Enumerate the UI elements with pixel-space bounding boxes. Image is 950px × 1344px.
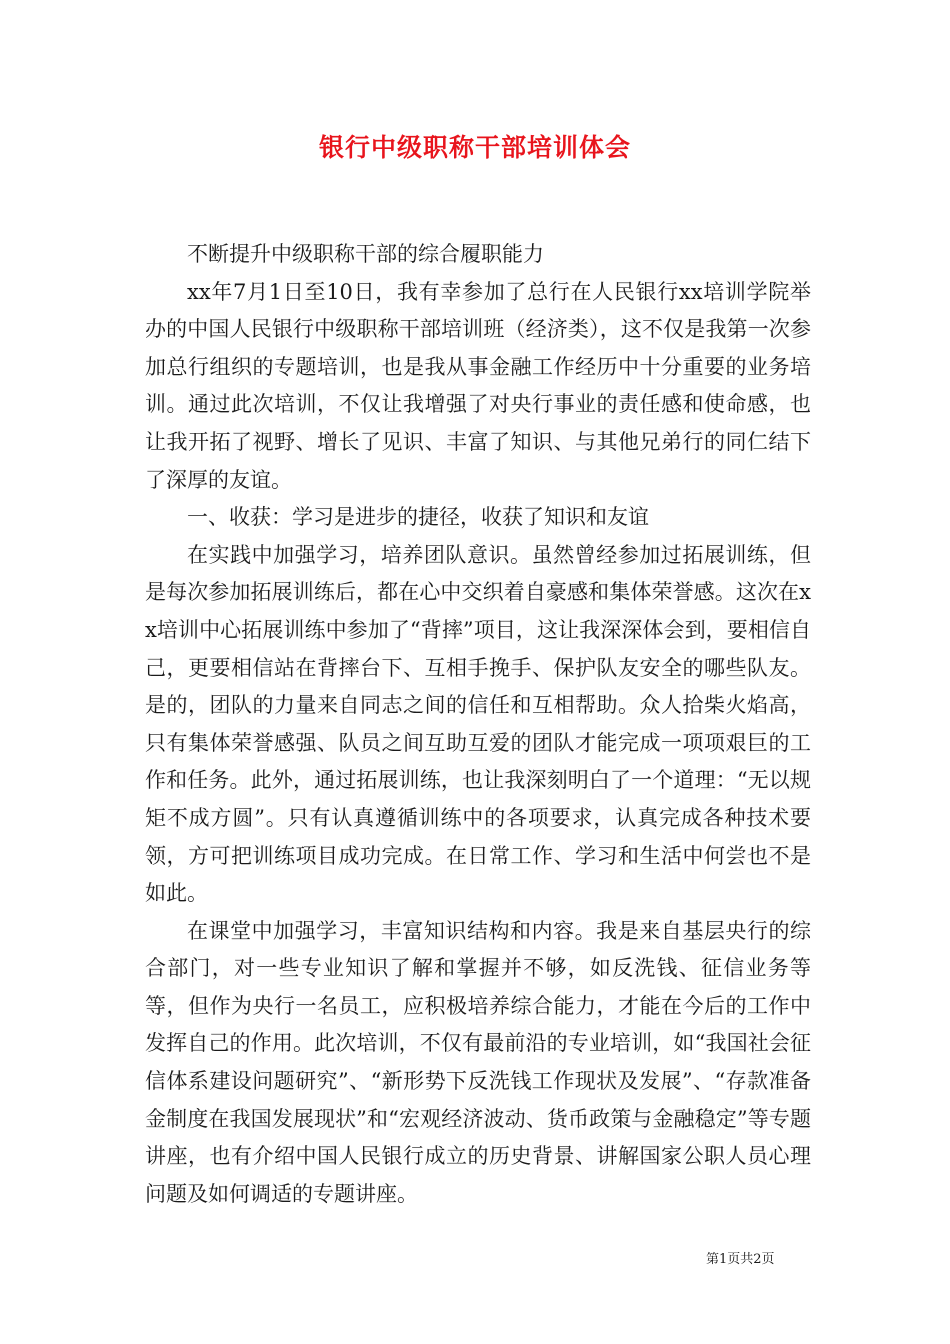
section-heading: 一、收获：学习是进步的捷径，收获了知识和友谊 [187,505,649,530]
paragraph-practice: 在实践中加强学习，培养团队意识。虽然曾经参加过拓展训练，但是每次参加拓展训练后，都在心中交织着自豪感和集体荣誉感。这次在xx培训中心拓展训练中参加了“背摔”项目，这让我深深体会到，要相信自己，更要相信站在背摔台下、互相手挽手、保护队友安全的哪些队友。是的，团队的力量来自同志之间的信任和互相帮助。众人拾柴火焰高，只有集体荣誉感强、队员之间互助互爱的团队才能完成一项项艰巨的工作和任务。此外，通过拓展训练，也让我深刻明白了一个道理：“无以规矩不成方圆”。只有认真遵循训练中的各项要求，认真完成各种技术要领，方可把训练项目成功完成。在日常工作、学习和生活中何尝也不是如此。 [145,542,811,906]
document-title: 银行中级职称干部培训体会 [318,133,631,162]
page-indicator: 第1页共2页 [706,1252,775,1267]
paragraph-classroom: 在课堂中加强学习，丰富知识结构和内容。我是来自基层央行的综合部门，对一些专业知识了解和掌握并不够，如反洗钱、征信业务等等，但作为央行一名员工，应积极培养综合能力，才能在今后的工作中发挥自己的作用。此次培训，不仅有最前沿的专业培训，如“我国社会征信体系建设问题研究”、“新形势下反洗钱工作现状及发展”、“存款准备金制度在我国发展现状”和“宏观经济波动、货币政策与金融稳定”等专题讲座，也有介绍中国人民银行成立的历史背景、讲解国家公职人员心理问题及如何调适的专题讲座。 [145,918,811,1206]
document-body [145,236,811,1213]
paragraph-intro: xx年7月1日至10日，我有幸参加了总行在人民银行xx培训学院举办的中国人民银行中级职称干部培训班（经济类），这不仅是我第一次参加总行组织的专题培训，也是我从事金融工作经历中十分重要的业务培训。通过此次培训，不仅让我增强了对央行事业的责任感和使命感，也让我开拓了视野、增长了见识、丰富了知识、与其他兄弟行的同仁结下了深厚的友谊。 [145,279,811,492]
section-subtitle: 不断提升中级职称干部的综合履职能力 [187,242,544,266]
